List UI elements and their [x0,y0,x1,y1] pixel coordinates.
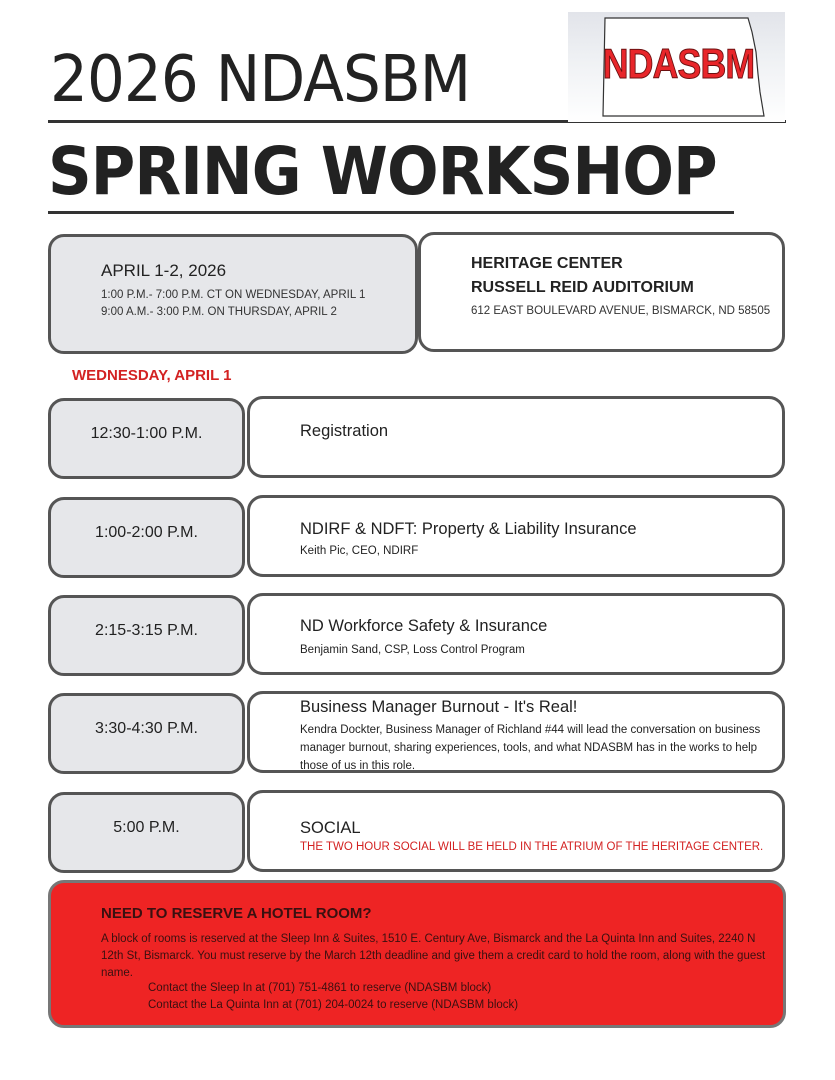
venue-address: 612 EAST BOULEVARD AVENUE, BISMARCK, ND 58505 [471,305,771,317]
session-speaker: Keith Pic, CEO, NDIRF [300,545,419,557]
ndasbm-logo [568,12,785,122]
hotel-title: NEED TO RESERVE A HOTEL ROOM? [101,905,372,922]
session-box [247,495,785,577]
date-heading: APRIL 1-2, 2026 [101,261,227,280]
session-title: NDIRF & NDFT: Property & Liability Insurance [300,520,637,538]
session-time: 5:00 P.M. [113,819,180,836]
session-box [247,593,785,675]
session-note: THE TWO HOUR SOCIAL WILL BE HELD IN THE ATRIUM OF THE HERITAGE CENTER. [300,841,764,853]
session-time: 1:00-2:00 P.M. [95,524,198,541]
day-label: WEDNESDAY, APRIL 1 [72,367,232,384]
hotel-contact: Contact the Sleep In at (701) 751-4861 to reserve (NDASBM block) [148,982,492,994]
title-line-2: SPRING WORKSHOP [48,133,717,210]
schedule-line: 1:00 P.M.- 7:00 P.M. CT ON WEDNESDAY, APRIL 1 [101,289,366,301]
session-box [247,396,785,478]
divider-bottom [48,211,734,214]
session-time-box [48,497,245,578]
logo-text: NDASBM [602,40,755,87]
session-title: Registration [300,422,389,440]
session-time-box [48,792,245,873]
event-dates-box [48,234,418,354]
session-time: 3:30-4:30 P.M. [95,720,198,737]
venue-room: RUSSELL REID AUDITORIUM [471,279,694,296]
session-time: 12:30-1:00 P.M. [90,425,203,442]
venue-box [418,232,785,352]
hotel-info-box [48,880,786,1028]
session-title: Business Manager Burnout - It's Real! [300,698,578,716]
hotel-contact: Contact the La Quinta Inn at (701) 204-0024 to reserve (NDASBM block) [148,999,519,1011]
schedule-line: 9:00 A.M.- 3:00 P.M. ON THURSDAY, APRIL 2 [101,306,337,318]
session-description: Kendra Dockter, Business Manager of Richland #44 will lead the conversation on business manager burnout, sharing experiences, tools, and what NDASBM has in the works to help those of us in this role. [300,724,761,772]
session-time: 2:15-3:15 P.M. [95,622,198,639]
session-time-box [48,398,245,479]
session-box [247,691,785,773]
session-title: ND Workforce Safety & Insurance [300,617,548,635]
session-box [247,790,785,872]
session-title: SOCIAL [300,819,361,837]
session-time-box [48,693,245,774]
hotel-body: A block of rooms is reserved at the Sleep Inn & Suites, 1510 E. Century Ave, Bismarck and the La Quinta Inn and Suites, 2240 N 12th St, Bismarck. You must reserve by the March 12th deadline and give them a credit card to hold the room, along with the guest name. [101,933,766,979]
title-line-1: 2026 NDASBM [50,43,471,117]
venue-name: HERITAGE CENTER [471,255,623,272]
session-time-box [48,595,245,676]
session-speaker: Benjamin Sand, CSP, Loss Control Program [300,644,525,656]
